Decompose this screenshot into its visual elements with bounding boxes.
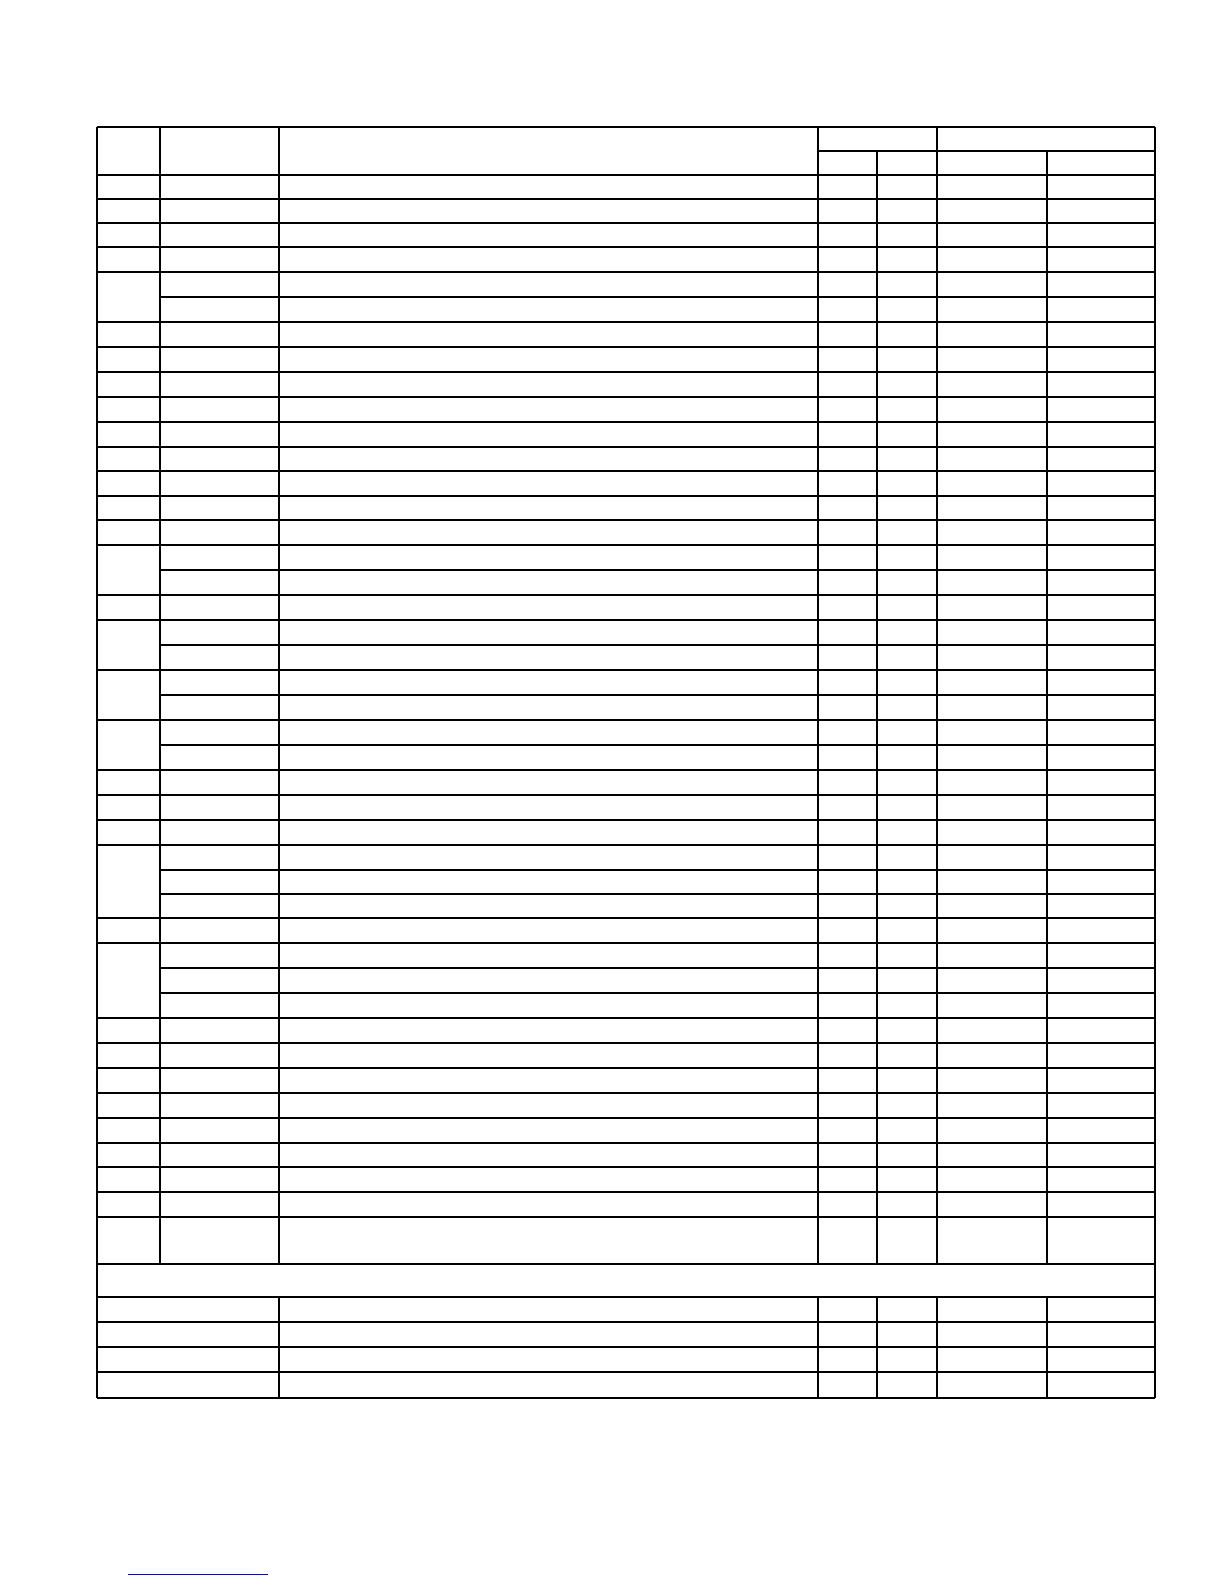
footer-link[interactable] [128,1574,268,1575]
